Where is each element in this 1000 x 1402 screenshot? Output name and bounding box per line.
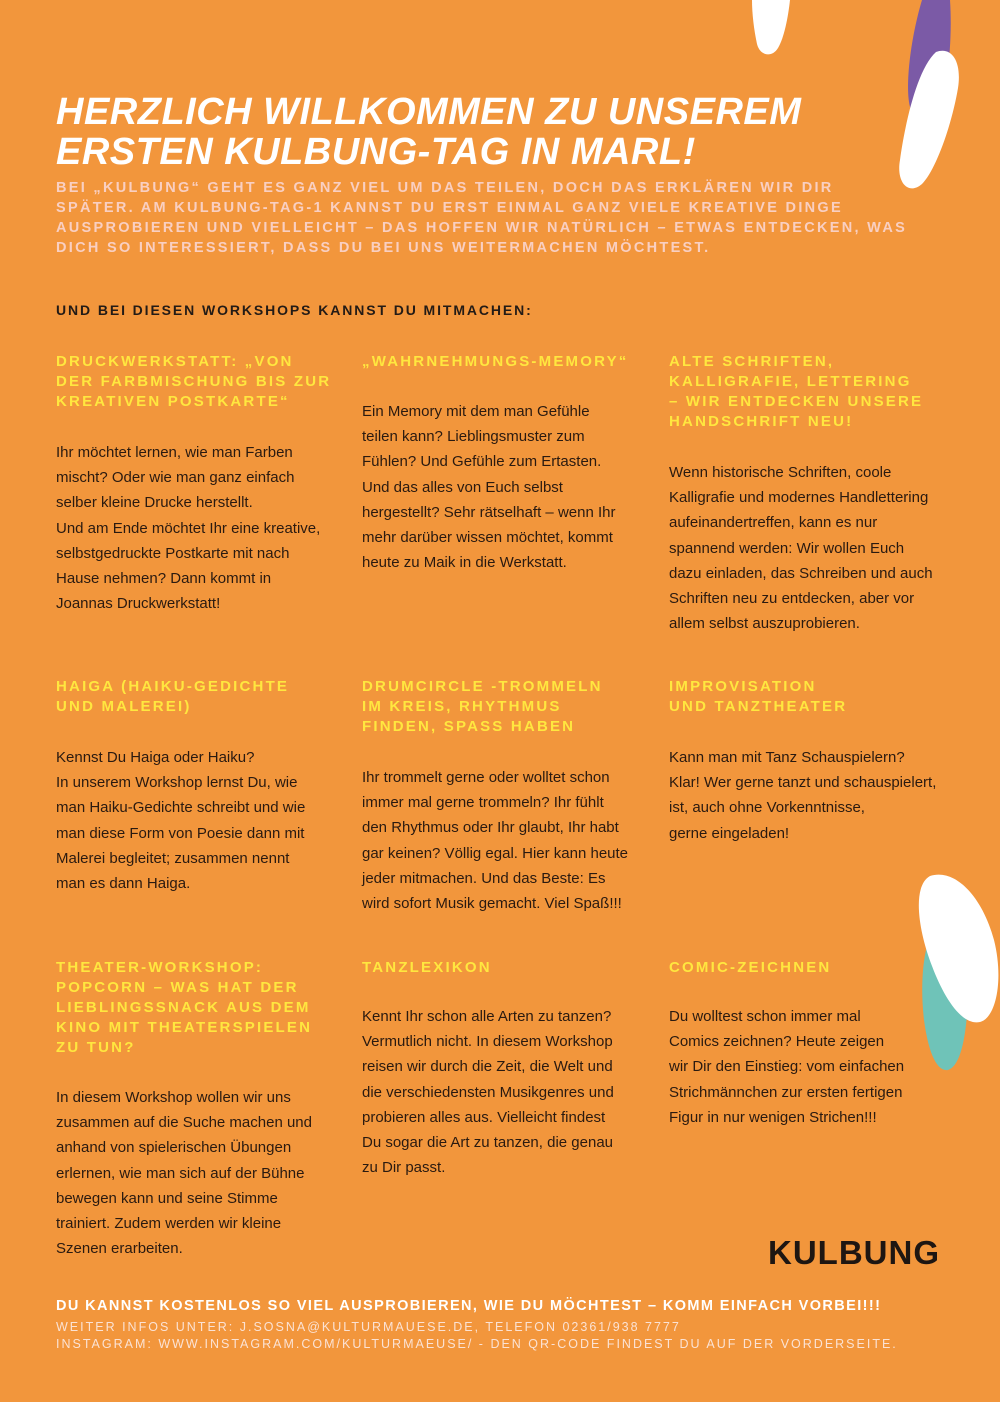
workshop-description-line: Ihr möchtet lernen, wie man Farben [56, 444, 293, 461]
workshop-title-line: LIEBLINGSSNACK AUS DEM [56, 999, 311, 1016]
workshop-title-line: DRUCKWERKSTATT: „VON [56, 353, 294, 370]
workshop-title-line: IMPROVISATION [669, 678, 817, 695]
workshop-description-line: Joannas Druckwerkstatt! [56, 595, 221, 613]
workshop-title-line: „WAHRNEHMUNGS-MEMORY“ [362, 353, 629, 370]
workshop-card [669, 677, 954, 846]
workshop-title-line: ZU TUN? [56, 1039, 136, 1056]
workshop-description [362, 1004, 647, 1180]
title-line-1: HERZLICH WILLKOMMEN ZU UNSEREM [56, 91, 802, 133]
workshop-description-line: den Rhythmus oder Ihr glaubt, Ihr habt [362, 819, 619, 837]
workshop-description [56, 440, 341, 616]
workshop-description [362, 399, 647, 575]
workshop-description-line: Hause nehmen? Dann kommt in [56, 570, 272, 588]
workshop-title-line: – WIR ENTDECKEN UNSERE [669, 393, 924, 410]
workshop-description-line: Figur in nur wenigen Strichen!!! [669, 1108, 877, 1126]
workshop-title-line: FINDEN, SPASS HABEN [362, 718, 576, 735]
workshop-title [362, 352, 647, 372]
workshop-description-line: gar keinen? Völlig egal. Hier kann heute [362, 844, 629, 862]
workshop-description-line: immer mal gerne trommeln? Ihr fühlt [362, 794, 604, 812]
workshop-description-line: reisen wir durch die Zeit, die Welt und [362, 1058, 613, 1076]
workshop-description-line: Und das alles von Euch selbst [362, 478, 563, 496]
workshop-title-line: POPCORN – WAS HAT DER [56, 979, 299, 996]
workshop-description-line: aufeinandertreffen, kann es nur [669, 514, 878, 532]
workshop-title-line: DRUMCIRCLE -TROMMELN [362, 678, 603, 695]
workshop-title-line: HAIGA (HAIKU-GEDICHTE [56, 678, 290, 695]
workshop-title-line: TANZLEXIKON [362, 959, 492, 976]
workshop-description-line: man es dann Haiga. [56, 875, 191, 893]
intro-text: BEI „KULBUNG“ GEHT ES GANZ VIEL UM DAS TEILEN, DOCH DAS ERKLÄREN WIR DIR SPÄTER. AM KULBUNG-TAG-1 KANNST DU ERST EINMAL GANZ VIELE KREATIVE DINGE AUSPROBIEREN UND VIELLEICHT – DAS HOFFEN WIR NATÜRLICH – ETWAS ENTDECKEN, WAS DICH SO INTERESSIERT, DASS DU BEI UNS WEITERMACHEN MÖCHTEST. [56, 180, 908, 256]
workshop-description-line: Kann man mit Tanz Schauspielern? [669, 749, 905, 766]
workshop-description-line: ist, auch ohne Vorkenntnisse, [669, 799, 865, 817]
workshop-description [362, 765, 647, 916]
workshop-card [362, 958, 647, 1180]
workshop-description-line: spannend werden: Wir wollen Euch [669, 539, 905, 557]
workshop-title [56, 677, 341, 717]
workshop-description-line: Comics zeichnen? Heute zeigen [669, 1033, 885, 1051]
workshop-title-line: KALLIGRAFIE, LETTERING [669, 373, 912, 390]
workshop-title-line: KINO MIT THEATERSPIELEN [56, 1019, 313, 1036]
white-blob-right [899, 51, 959, 189]
workshop-description [669, 460, 954, 636]
purple-blob [908, 0, 951, 119]
workshop-description-line: anhand von spielerischen Übungen [56, 1139, 292, 1157]
workshop-title [669, 677, 954, 717]
workshop-description-line: Kennst Du Haiga oder Haiku? [56, 749, 255, 766]
workshop-description-line: Wenn historische Schriften, coole [669, 464, 892, 481]
workshop-description [56, 1085, 341, 1261]
workshop-description-line: Du sogar die Art zu tanzen, die genau [362, 1134, 614, 1152]
workshop-description-line: zusammen auf die Suche machen und [56, 1114, 312, 1132]
workshop-card [56, 958, 341, 1261]
workshop-description-line: gerne eingeladen! [669, 824, 790, 842]
workshop-description-line: Du wolltest schon immer mal [669, 1008, 861, 1025]
workshop-description-line: Fühlen? Und Gefühle zum Ertasten. [362, 453, 602, 471]
workshop-title-line: IM KREIS, RHYTHMUS [362, 698, 562, 715]
workshop-title-line: UND MALEREI) [56, 698, 192, 715]
workshop-description-line: jeder mitmachen. Und das Beste: Es [362, 869, 606, 887]
footer-main-text: DU KANNST KOSTENLOS SO VIEL AUSPROBIEREN, WIE DU MÖCHTEST – KOMM EINFACH VORBEI!!! [56, 1298, 882, 1314]
workshop-description-line: Ein Memory mit dem man Gefühle [362, 403, 590, 420]
workshop-description-line: dazu einladen, das Schreiben und auch [669, 564, 933, 582]
workshop-card [362, 352, 647, 575]
footer-instagram-line: INSTAGRAM: WWW.INSTAGRAM.COM/KULTURMAEUSE/ - DEN QR-CODE FINDEST DU AUF DER VORDERSEITE. [56, 1337, 898, 1351]
workshop-description-line: zu Dir passt. [362, 1159, 446, 1177]
workshop-title-line: THEATER-WORKSHOP: [56, 959, 264, 976]
workshop-title [56, 352, 341, 412]
workshop-description-line: heute zu Maik in die Werkstatt. [362, 554, 567, 572]
workshop-description-line: mehr darüber wissen möchtet, kommt [362, 529, 613, 547]
workshop-title [362, 958, 647, 978]
workshop-description-line: Schriften neu zu entdecken, aber vor [669, 590, 915, 608]
workshop-description-line: allem selbst auszuprobieren. [669, 615, 860, 633]
workshop-title-line: ALTE SCHRIFTEN, [669, 353, 835, 370]
workshop-description-line: hergestellt? Sehr rätselhaft – wenn Ihr [362, 503, 616, 521]
workshop-card [56, 352, 341, 616]
workshop-description-line: die verschiedensten Musikgenres und [362, 1083, 614, 1101]
workshop-title-line: DER FARBMISCHUNG BIS ZUR [56, 373, 332, 390]
workshop-title-line: UND TANZTHEATER [669, 698, 848, 715]
workshop-description-line: probieren alles aus. Vielleicht findest [362, 1108, 606, 1126]
workshop-title-line: COMIC-ZEICHNEN [669, 959, 832, 976]
workshop-description-line: Ihr trommelt gerne oder wolltet schon [362, 769, 610, 786]
workshop-description-line: trainiert. Zudem werden wir kleine [56, 1215, 282, 1233]
workshop-description [669, 745, 954, 846]
workshop-description [56, 745, 341, 896]
workshop-card [669, 352, 954, 636]
workshop-description-line: man Haiku-Gedichte schreibt und wie [56, 799, 306, 817]
workshop-title [56, 958, 341, 1058]
footer-contact-line: WEITER INFOS UNTER: J.SOSNA@KULTURMAUESE.DE, TELEFON 02361/938 7777 [56, 1320, 681, 1334]
workshop-description-line: In unserem Workshop lernst Du, wie [56, 774, 298, 792]
workshop-description-line: wird sofort Musik gemacht. Viel Spaß!!! [362, 895, 622, 913]
workshop-card [669, 958, 954, 1130]
kulbung-logo: KULBUNG [768, 1234, 940, 1271]
workshop-card [56, 677, 341, 896]
workshop-description-line: Kalligrafie und modernes Handlettering [669, 489, 929, 507]
workshop-description-line: selber kleine Drucke herstellt. [56, 494, 253, 512]
title-line-2: ERSTEN KULBUNG-TAG IN MARL! [56, 131, 696, 173]
workshop-description-line: teilen kann? Lieblingsmuster zum [362, 428, 585, 446]
workshop-description-line: Vermutlich nicht. In diesem Workshop [362, 1033, 613, 1051]
workshop-description-line: selbstgedruckte Postkarte mit nach [56, 544, 290, 562]
workshop-description-line: erlernen, wie man sich auf der Bühne [56, 1164, 305, 1182]
workshop-title [669, 352, 954, 432]
workshop-description-line: In diesem Workshop wollen wir uns [56, 1089, 291, 1106]
white-blob-top [752, 0, 790, 54]
workshop-description-line: Szenen erarbeiten. [56, 1240, 183, 1258]
workshop-description-line: Klar! Wer gerne tanzt und schauspielert, [669, 774, 937, 792]
workshop-description-line: Und am Ende möchtet Ihr eine kreative, [56, 519, 321, 537]
workshop-card [362, 677, 647, 916]
workshop-description-line: man diese Form von Poesie dann mit [56, 824, 305, 842]
workshop-description-line: Kennt Ihr schon alle Arten zu tanzen? [362, 1008, 612, 1025]
workshop-description-line: bewegen kann und seine Stimme [56, 1189, 278, 1207]
workshop-title-line: KREATIVEN POSTKARTE“ [56, 393, 290, 410]
workshop-title [669, 958, 954, 978]
workshop-description [669, 1004, 954, 1130]
workshop-title [362, 677, 647, 737]
workshop-title-line: HANDSCHRIFT NEU! [669, 413, 854, 430]
page-title [56, 92, 801, 172]
workshops-heading: UND BEI DIESEN WORKSHOPS KANNST DU MITMACHEN: [56, 302, 533, 318]
workshop-description-line: mischt? Oder wie man ganz einfach [56, 469, 295, 487]
workshop-description-line: Malerei begleitet; zusammen nennt [56, 849, 290, 867]
workshop-description-line: wir Dir den Einstieg: vom einfachen [669, 1058, 905, 1076]
workshop-description-line: Strichmännchen zur ersten fertigen [669, 1083, 903, 1101]
